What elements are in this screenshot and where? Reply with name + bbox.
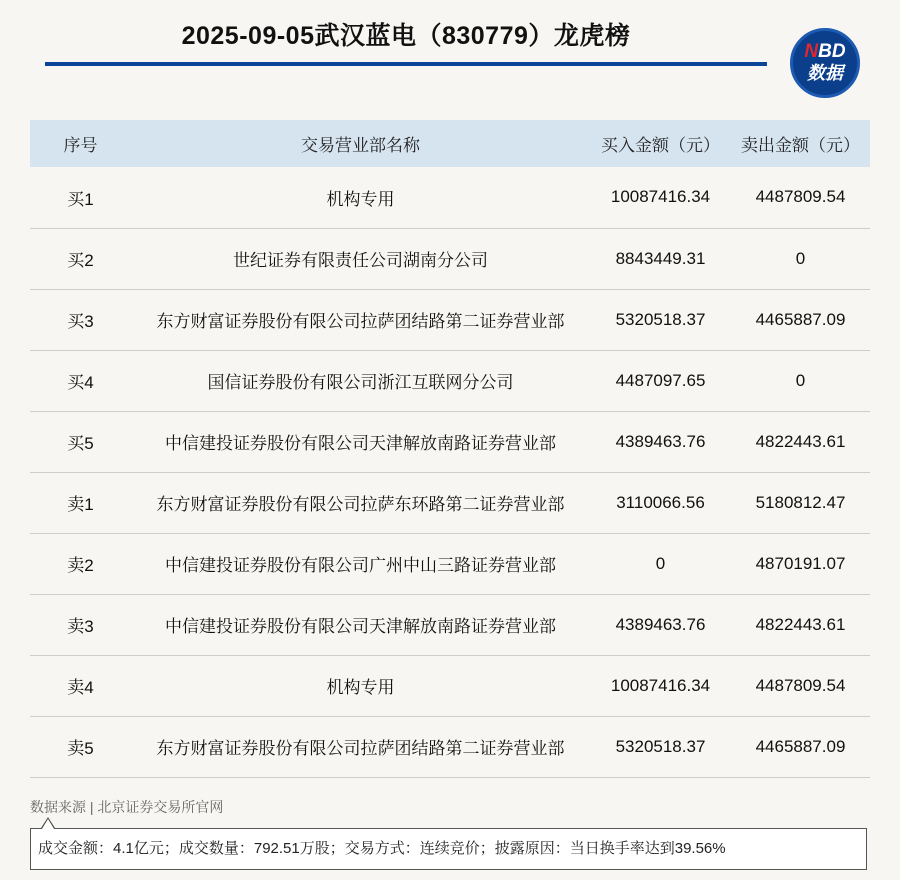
row-buy-amount: 10087416.34 xyxy=(610,675,711,695)
row-sell-amount: 4822443.61 xyxy=(755,431,846,451)
row-branch-name: 世纪证券有限责任公司湖南分公司 xyxy=(233,251,488,270)
row-buy-amount: 4389463.76 xyxy=(615,614,706,634)
callout-pointer-fill xyxy=(42,819,54,829)
row-index: 卖1 xyxy=(67,495,94,514)
table-row xyxy=(30,655,870,716)
row-branch-name: 东方财富证券股份有限公司拉萨团结路第二证券营业部 xyxy=(156,739,565,758)
dragon-tiger-table xyxy=(30,120,870,778)
row-branch-name: 国信证券股份有限公司浙江互联网分公司 xyxy=(207,373,514,392)
row-buy-amount: 10087416.34 xyxy=(610,187,711,207)
table-row xyxy=(30,228,870,289)
table-row xyxy=(30,533,870,594)
logo-wordmark: NBD xyxy=(804,41,846,62)
table-row xyxy=(30,350,870,411)
row-index: 卖4 xyxy=(67,678,94,697)
row-branch-name: 东方财富证券股份有限公司拉萨团结路第二证券营业部 xyxy=(156,312,565,331)
header-buy-amount: 买入金额（元） xyxy=(601,136,720,155)
row-buy-amount: 3110066.56 xyxy=(616,492,705,512)
row-sell-amount: 0 xyxy=(795,248,806,268)
row-branch-name: 中信建投证券股份有限公司广州中山三路证券营业部 xyxy=(165,556,556,575)
row-sell-amount: 4487809.54 xyxy=(755,187,846,207)
row-sell-amount: 4465887.09 xyxy=(755,309,846,329)
logo-subtext: 数据 xyxy=(807,63,843,83)
row-index: 卖5 xyxy=(67,739,94,758)
header-sell-amount: 卖出金额（元） xyxy=(741,136,860,155)
header-branch-name: 交易营业部名称 xyxy=(301,136,420,155)
row-buy-amount: 8843449.31 xyxy=(615,248,706,268)
row-branch-name: 机构专用 xyxy=(326,189,395,209)
table-row xyxy=(30,411,870,472)
row-branch-name: 中信建投证券股份有限公司天津解放南路证券营业部 xyxy=(165,434,556,453)
table-row xyxy=(30,472,870,533)
table-row xyxy=(30,716,870,777)
row-sell-amount: 4465887.09 xyxy=(755,736,846,756)
row-sell-amount: 4870191.07 xyxy=(755,553,846,573)
row-buy-amount: 4487097.65 xyxy=(615,370,706,390)
table-header-row xyxy=(30,120,870,167)
row-index: 买4 xyxy=(67,373,94,392)
table-row xyxy=(30,167,870,228)
table-row xyxy=(30,594,870,655)
report-header xyxy=(0,0,900,110)
row-branch-name: 机构专用 xyxy=(326,678,395,697)
nbd-logo xyxy=(790,28,860,98)
row-index: 卖2 xyxy=(67,556,94,575)
page-title: 2025-09-05武汉蓝电（830779）龙虎榜 xyxy=(181,22,631,50)
row-sell-amount: 5180812.47 xyxy=(755,492,846,512)
row-sell-amount: 4822443.61 xyxy=(755,614,846,634)
row-sell-amount: 4487809.54 xyxy=(755,675,846,695)
row-index: 买2 xyxy=(67,251,94,270)
row-sell-amount: 0 xyxy=(795,370,806,390)
row-branch-name: 中信建投证券股份有限公司天津解放南路证券营业部 xyxy=(165,617,556,636)
header-index: 序号 xyxy=(63,136,98,155)
row-index: 卖3 xyxy=(67,617,94,636)
title-underline xyxy=(45,62,767,66)
trade-summary-note: 成交金额：4.1亿元；成交数量：792.51万股；交易方式：连续竞价；披露原因：当日换手率达到39.56% xyxy=(30,828,867,870)
row-branch-name: 东方财富证券股份有限公司拉萨东环路第二证券营业部 xyxy=(156,495,565,514)
row-buy-amount: 5320518.37 xyxy=(615,736,706,756)
row-index: 买5 xyxy=(67,434,94,453)
row-index: 买3 xyxy=(67,312,94,331)
table-row xyxy=(30,289,870,350)
data-source: 数据来源 | 北京证券交易所官网 xyxy=(30,799,224,815)
row-buy-amount: 5320518.37 xyxy=(615,309,706,329)
row-buy-amount: 0 xyxy=(655,553,666,573)
row-index: 买1 xyxy=(67,189,94,209)
row-buy-amount: 4389463.76 xyxy=(615,431,706,451)
